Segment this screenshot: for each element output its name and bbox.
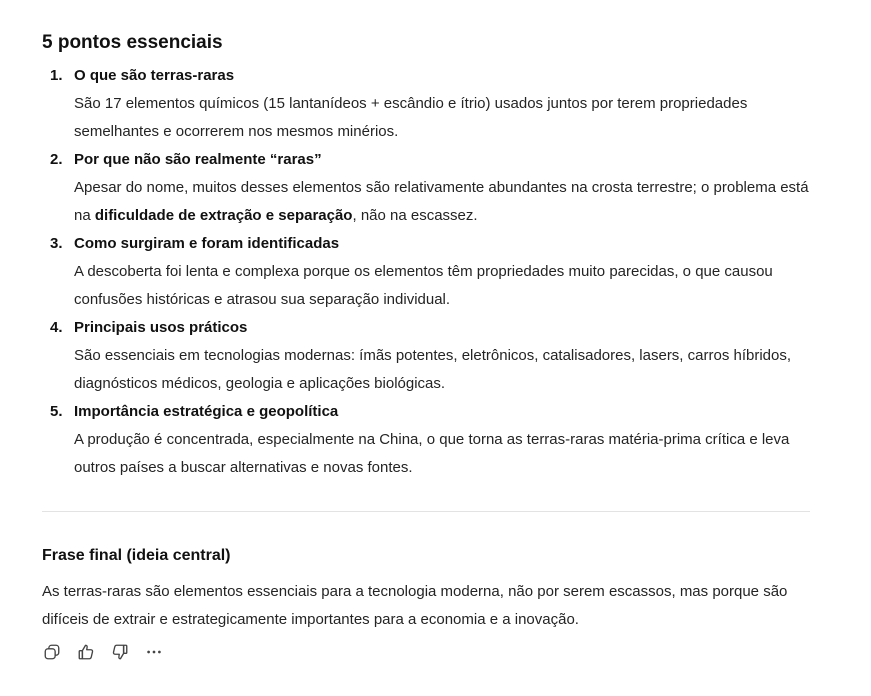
copy-icon xyxy=(43,643,61,661)
list-item xyxy=(42,62,810,146)
response-content xyxy=(42,30,810,634)
list-item xyxy=(42,314,810,398)
points-list xyxy=(42,62,810,482)
list-item xyxy=(42,398,810,482)
item-number: 3. xyxy=(50,235,63,252)
copy-button[interactable] xyxy=(42,642,62,662)
section-title: 5 pontos essenciais xyxy=(42,32,223,53)
message-actions xyxy=(42,642,164,662)
item-number: 2. xyxy=(50,151,63,168)
item-body: São essenciais em tecnologias modernas: ímãs potentes, eletrônicos, catalisadores, lasers, carros híbridos, diagnósticos médicos, geologia e aplicações biológicas. xyxy=(74,347,792,392)
list-item xyxy=(42,230,810,314)
list-item xyxy=(42,146,810,230)
more-button[interactable] xyxy=(144,642,164,662)
item-title: Por que não são realmente “raras” xyxy=(74,151,322,168)
final-title: Frase final (ideia central) xyxy=(42,547,231,564)
item-body: A descoberta foi lenta e complexa porque os elementos têm propriedades muito parecidas, o que causou confusões históricas e atrasou sua separação individual. xyxy=(74,263,773,308)
thumbs-down-icon xyxy=(111,643,129,661)
item-title: O que são terras-raras xyxy=(74,67,235,84)
divider xyxy=(42,511,810,512)
item-number: 5. xyxy=(50,403,63,420)
thumbs-up-icon xyxy=(77,643,95,661)
item-number: 4. xyxy=(50,319,63,336)
item-title: Importância estratégica e geopolítica xyxy=(74,403,339,420)
like-button[interactable] xyxy=(76,642,96,662)
item-body-bold: dificuldade de extração e separação xyxy=(94,207,353,224)
item-title: Como surgiram e foram identificadas xyxy=(74,235,340,252)
final-body: As terras-raras são elementos essenciais para a tecnologia moderna, não por serem escassos, mas porque são difíceis de extrair e estrategicamente importantes para a economia e a inovação. xyxy=(42,583,788,628)
item-title: Principais usos práticos xyxy=(74,319,248,336)
item-body-text: Apesar do nome, muitos desses elementos são relativamente abundantes na crosta terrestre; o problema está na xyxy=(74,179,809,224)
item-body: A produção é concentrada, especialmente na China, o que torna as terras-raras matéria-prima crítica e leva outros países a buscar alternativas e novas fontes. xyxy=(74,431,790,476)
item-number: 1. xyxy=(50,67,63,84)
more-icon xyxy=(145,643,163,661)
dislike-button[interactable] xyxy=(110,642,130,662)
item-body: São 17 elementos químicos (15 lantanídeos + escândio e ítrio) usados juntos por terem propriedades semelhantes e ocorrerem nos mesmos minérios. xyxy=(74,95,748,140)
item-body-text: , não na escassez. xyxy=(352,207,478,224)
item-body xyxy=(74,174,810,230)
